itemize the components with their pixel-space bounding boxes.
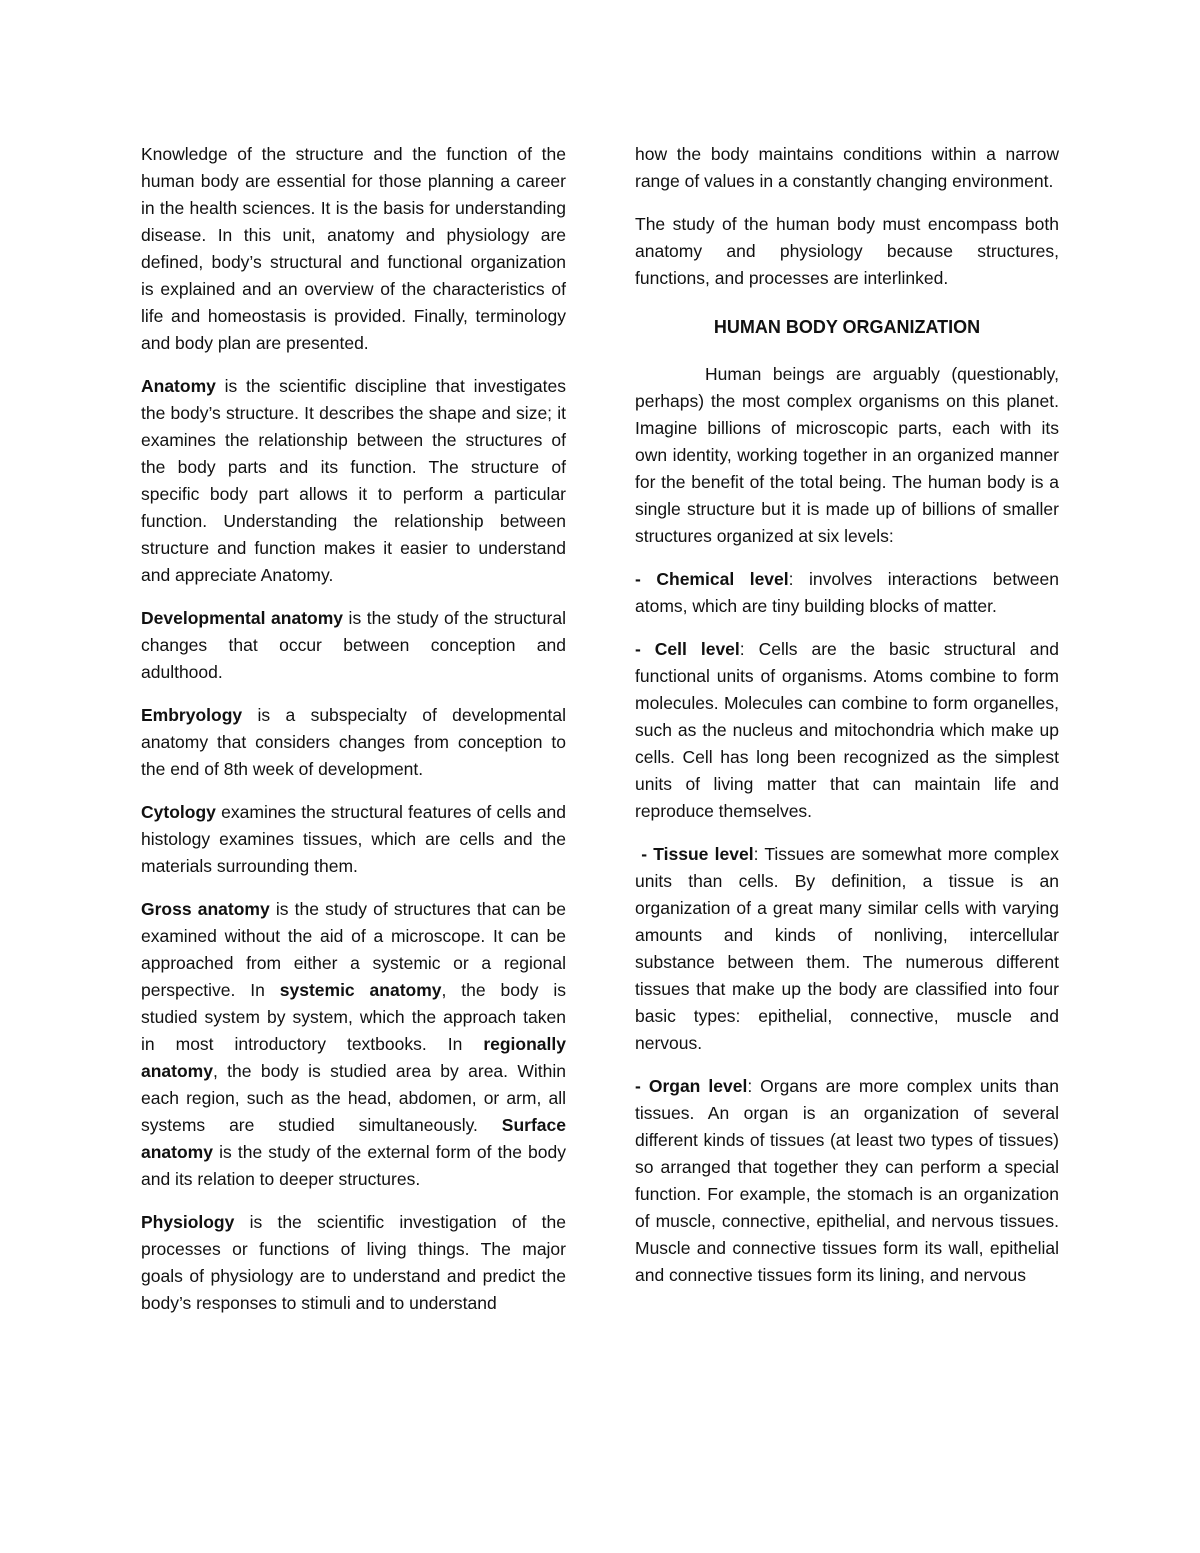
surface-anatomy-term: Surface anatomy: [141, 1115, 566, 1162]
anatomy-text: is the scientific discipline that investigates the body’s structure. It describes the shape and size; it examines the relationship between the structures of the body parts and its function. The structure of specific body part allows it to perform a particular function. Understanding the relationship between structure and function makes it easier to understand and appreciate Anatomy.: [141, 376, 566, 585]
gross-anatomy-term: Gross anatomy: [141, 899, 270, 919]
gross-anatomy-text-4: is the study of the external form of the body and its relation to deeper structures.: [141, 1142, 566, 1189]
embryology-paragraph: [141, 702, 566, 783]
cell-level-paragraph: [635, 636, 1059, 825]
section-heading: HUMAN BODY ORGANIZATION: [713, 317, 981, 337]
continuation-paragraph: how the body maintains conditions within a narrow range of values in a constantly changing environment.: [635, 144, 1059, 191]
cell-level-term: - Cell level: [635, 639, 740, 659]
tissue-level-text: : Tissues are somewhat more complex units than cells. By definition, a tissue is an organization of a great many similar cells with varying amounts and kinds of nonliving, intercellular substance between them. The numerous different tissues that make up the body are classified into four basic types: epithelial, connective, muscle and nervous.: [635, 844, 1059, 1053]
developmental-anatomy-term: Developmental anatomy: [141, 608, 343, 628]
organ-level-paragraph: [635, 1073, 1059, 1289]
organ-level-text: : Organs are more complex units than tissues. An organ is an organization of several different kinds of tissues (at least two types of tissues) so arranged that together they can perform a special function. For example, the stomach is an organization of muscle, connective, epithelial, and nervous tissues. Muscle and connective tissues form its wall, epithelial and connective tissues form its lining, and nervous: [635, 1076, 1059, 1285]
organ-level-term: - Organ level: [635, 1076, 748, 1096]
study-paragraph: The study of the human body must encompass both anatomy and physiology because structures, functions, and processes are interlinked.: [635, 214, 1059, 288]
intro-paragraph: Knowledge of the structure and the function of the human body are essential for those planning a career in the health sciences. It is the basis for understanding disease. In this unit, anatomy and physiology are defined, body’s structural and functional organization is explained and an overview of the characteristics of life and homeostasis is provided. Finally, terminology and body plan are presented.: [141, 144, 566, 353]
embryology-term: Embryology: [141, 705, 243, 725]
physiology-paragraph: [141, 1209, 566, 1317]
anatomy-term: Anatomy: [141, 376, 216, 396]
cell-level-text: : Cells are the basic structural and functional units of organisms. Atoms combine to form molecules. Molecules can combine to form organelles, such as the nucleus and mitochondria which make up cells. Cell has long been recognized as the simplest units of living matter that can maintain life and reproduce themselves.: [635, 639, 1059, 821]
physiology-text: is the scientific investigation of the processes or functions of living things. The major goals of physiology are to understand and predict the body’s responses to stimuli and to understand: [141, 1212, 566, 1313]
gross-anatomy-paragraph: [141, 896, 566, 1193]
anatomy-paragraph: [141, 373, 566, 589]
regional-anatomy-term: regionally anatomy: [141, 1034, 566, 1081]
cytology-paragraph: [141, 799, 566, 880]
gross-anatomy-text-1: is the study of structures that can be examined without the aid of a microscope. It can be approached from either a systemic or a regional perspective. In: [141, 899, 567, 1000]
organization-intro-paragraph: Human beings are arguably (questionably, perhaps) the most complex organisms on this planet. Imagine billions of microscopic parts, each with its own identity, working together in an organized manner for the benefit of the total being. The human body is a single structure but it is made up of billions of smaller structures organized at six levels:: [635, 364, 1059, 546]
embryology-text: is a subspecialty of developmental anatomy that considers changes from conception to the end of 8th week of development.: [141, 705, 566, 779]
right-column: [635, 141, 1059, 1305]
systemic-anatomy-term: systemic anatomy: [279, 980, 442, 1000]
tissue-level-term: - Tissue level: [635, 844, 754, 864]
chemical-level-paragraph: [635, 566, 1059, 620]
physiology-term: Physiology: [141, 1212, 235, 1232]
gross-anatomy-text-2: , the body is studied system by system, which the approach taken in most introductory textbooks. In: [141, 980, 566, 1054]
left-column: [141, 141, 566, 1333]
cytology-term: Cytology: [141, 802, 216, 822]
tissue-level-paragraph: [635, 841, 1059, 1057]
developmental-anatomy-paragraph: [141, 605, 566, 686]
developmental-anatomy-text: is the study of the structural changes that occur between conception and adulthood.: [141, 608, 566, 682]
gross-anatomy-text-3: , the body is studied area by area. Within each region, such as the head, abdomen, or arm, all systems are studied simultaneously.: [141, 1061, 566, 1135]
cytology-text: examines the structural features of cells and histology examines tissues, which are cells and the materials surrounding them.: [141, 802, 566, 876]
chemical-level-term: - Chemical level: [635, 569, 789, 589]
chemical-level-text: : involves interactions between atoms, which are tiny building blocks of matter.: [635, 569, 1059, 616]
